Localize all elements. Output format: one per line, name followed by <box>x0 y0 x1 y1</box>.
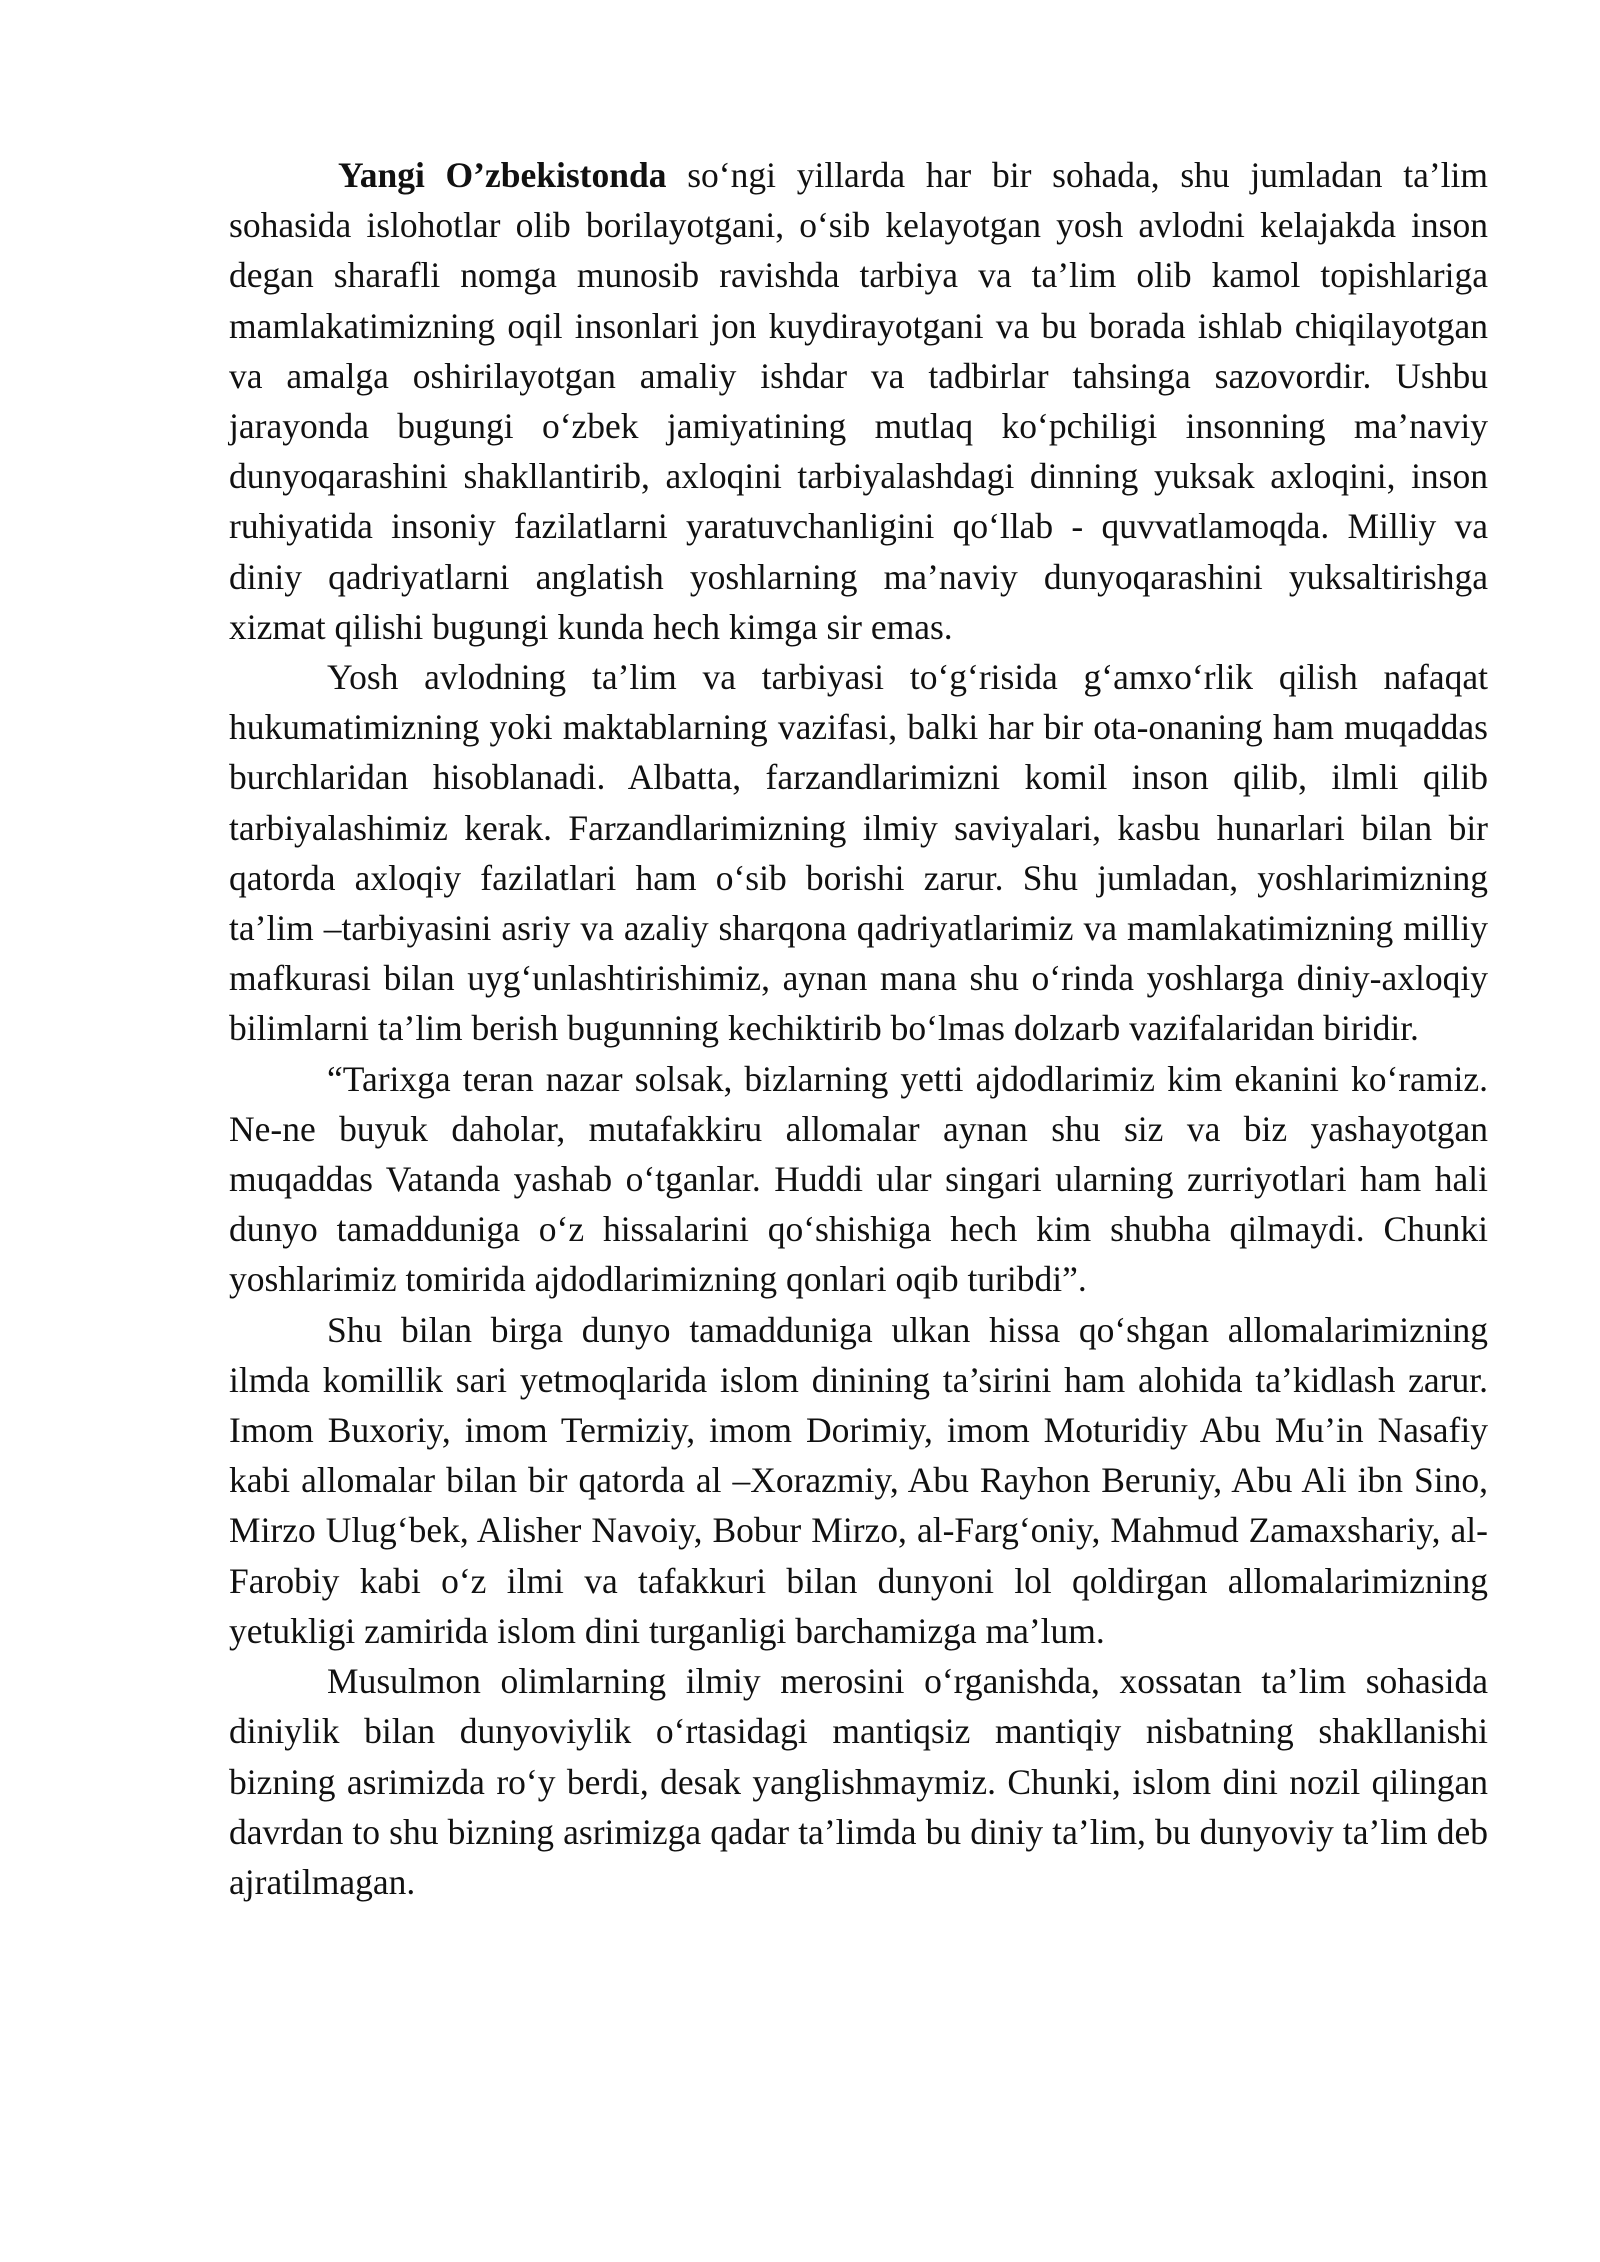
paragraph-2: Yosh avlodning ta’lim va tarbiyasi to‘g‘risida g‘amxo‘rlik qilish nafaqat hukumatimizning yoki maktablarning vazifasi, balki har bir ota-onaning ham muqaddas burchlaridan hisoblanadi. Albatta, farzandlarimizni komil inson qilib, ilmli qilib tarbiyalashimiz kerak. Farzandlarimizning ilmiy saviyalari, kasbu hunarlari bilan bir qatorda axloqiy fazilatlari ham o‘sib borishi zarur. Shu jumladan, yoshlarimizning ta’lim –tarbiyasini asriy va azaliy sharqona qadriyatlarimiz va mamlakatimizning milliy mafkurasi bilan uyg‘unlashtirishimiz, aynan mana shu o‘rinda yoshlarga diniy-axloqiy bilimlarni ta’lim berish bugunning kechiktirib bo‘lmas dolzarb vazifalaridan biridir. <box>229 657 1488 1049</box>
document-page <box>229 150 1488 1907</box>
paragraph-5: Musulmon olimlarning ilmiy merosini o‘rganishda, xossatan ta’lim sohasida diniylik bilan dunyoviylik o‘rtasidagi mantiqsiz mantiqiy nisbatning shakllanishi bizning asrimizda ro‘y berdi, desak yanglishmaymiz. Chunki, islom dini nozil qilingan davrdan to shu bizning asrimizga qadar ta’limda bu diniy ta’lim, bu dunyoviy ta’lim deb ajratilmagan. <box>229 1661 1488 1902</box>
paragraph-4: Shu bilan birga dunyo tamadduniga ulkan hissa qo‘shgan allomalarimizning ilmda komillik sari yetmoqlarida islom dinining ta’sirini ham alohida ta’kidlash zarur. Imom Buxoriy, imom Termiziy, imom Dorimiy, imom Moturidiy Abu Mu’in Nasafiy kabi allomalar bilan bir qatorda al –Xorazmiy, Abu Rayhon Beruniy, Abu Ali ibn Sino, Mirzo Ulug‘bek, Alisher Navoiy, Bobur Mirzo, al-Farg‘oniy, Mahmud Zamaxshariy, al-Farobiy kabi o‘z ilmi va tafakkuri bilan dunyoni lol qoldirgan allomalarimizning yetukligi zamirida islom dini turganligi barchamizga ma’lum. <box>229 1309 1488 1651</box>
paragraph-lead-bold: Yangi O’zbekistonda <box>338 155 667 195</box>
paragraph-1 <box>229 150 1488 652</box>
paragraph-1-text: so‘ngi yillarda har bir sohada, shu jumladan ta’lim sohasida islohotlar olib borilayotgani, o‘sib kelayotgan yosh avlodni kelajakda inson degan sharafli nomga munosib ravishda tarbiya va ta’lim olib kamol topishlariga mamlakatimizning oqil insonlari jon kuydirayotgani va bu borada ishlab chiqilayotgan va amalga oshirilayotgan amaliy ishdar va tadbirlar tahsinga sazovordir. Ushbu jarayonda bugungi o‘zbek jamiyatining mutlaq ko‘pchiligi insonning ma’naviy dunyoqarashini shakllantirib, axloqini tarbiyalashdagi dinning yuksak axloqini, inson ruhiyatida insoniy fazilatlarni yaratuvchanligini qo‘llab - quvvatlamoqda. Milliy va diniy qadriyatlarni anglatish yoshlarning ma’naviy dunyoqarashini yuksaltirishga xizmat qilishi bugungi kunda hech kimga sir emas. <box>229 155 1489 647</box>
paragraph-3: “Tarixga teran nazar solsak, bizlarning yetti ajdodlarimiz kim ekanini ko‘ramiz. Ne-ne buyuk daholar, mutafakkiru allomalar aynan shu siz va biz yashayotgan muqaddas Vatanda yashab o‘tganlar. Huddi ular singari ularning zurriyotlari ham hali dunyo tamadduniga o‘z hissalarini qo‘shishiga hech kim shubha qilmaydi. Chunki yoshlarimiz tomirida ajdodlarimizning qonlari oqib turibdi”. <box>229 1058 1488 1300</box>
